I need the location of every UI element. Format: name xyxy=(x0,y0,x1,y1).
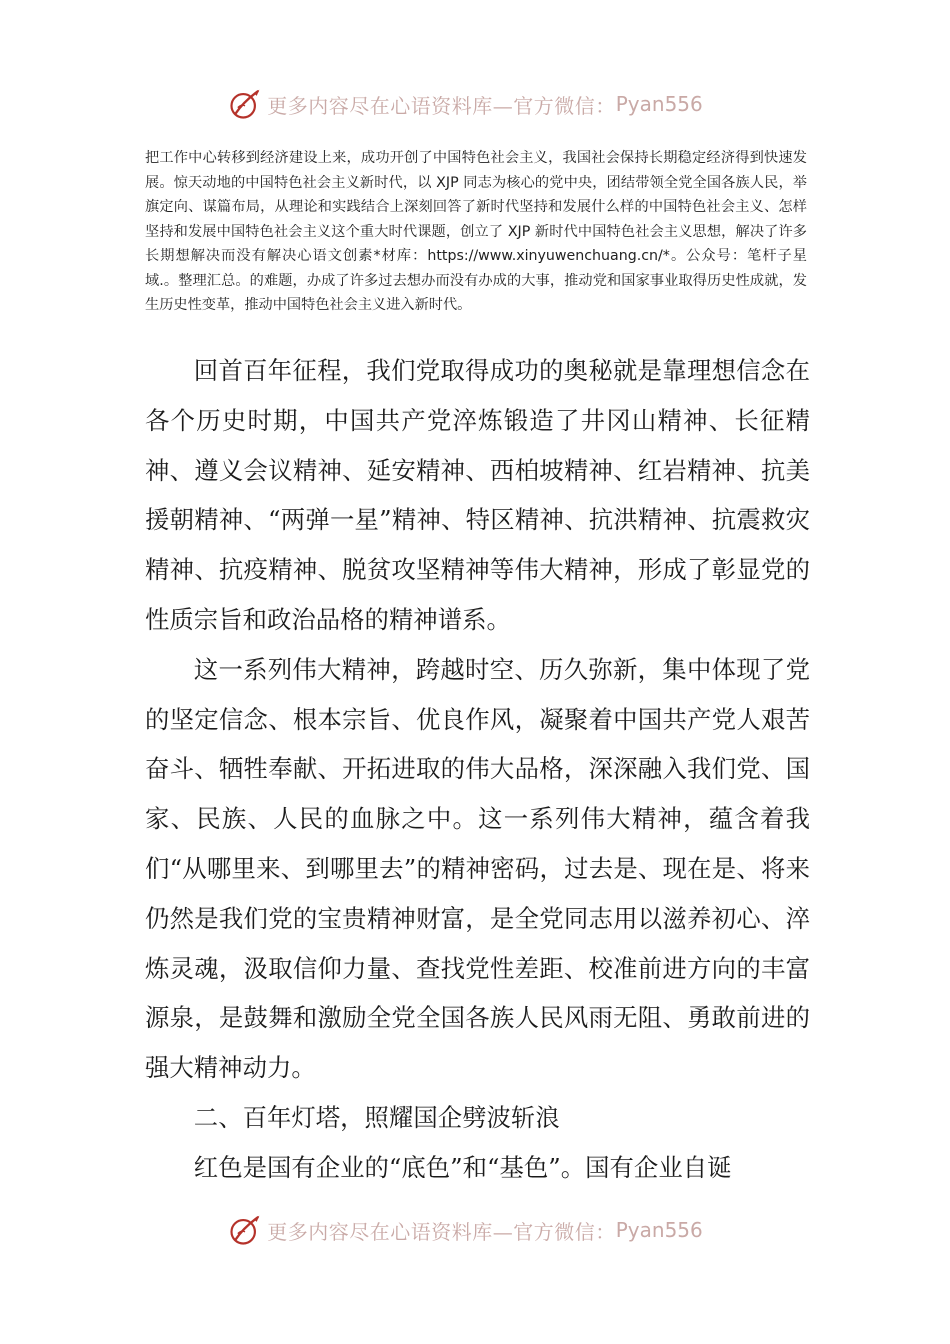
footer-banner-content xyxy=(227,1212,703,1248)
small-print-paragraph: 把工作中心转移到经济建设上来，成功开创了中国特色社会主义，我国社会保持长期稳定经济得到快速发展。惊天动地的中国特色社会主义新时代，以 XJP 同志为核心的党中央，团结带领全党全国各族人民，举旗定向、谋篇布局，从理论和实践结合上深刻回答了新时代坚持和发展什么样的中国特色社会主义、怎样坚持和发展中国特色社会主义这个重大时代课题，创立了 XJP 新时代中国特色社会主义思想，解决了许多长期想解决而没有解决心语文创素*材库：https://www.xinyuwenchuang.cn/*。公众号：笔杆子星域.。整理汇总。的难题，办成了许多过去想办而没有办成的大事，推动党和国家事业取得历史性成就，发生历史性变革，推动中国特色社会主义进入新时代。 xyxy=(145,150,807,313)
footer-banner-wechat-id: Pyan556 xyxy=(615,1218,703,1242)
pen-logo-icon xyxy=(227,1212,263,1248)
body-paragraph-2: 这一系列伟大精神，跨越时空、历久弥新，集中体现了党的坚定信念、根本宗旨、优良作风，凝聚着中国共产党人艰苦奋斗、牺牲奉献、开拓进取的伟大品格，深深融入我们党、国家、民族、人民的血脉之中。这一系列伟大精神，蕴含着我们“从哪里来、到哪里去”的精神密码，过去是、现在是、将来仍然是我们党的宝贵精神财富，是全党同志用以滋养初心、淬炼灵魂，汲取信仰力量、查找党性差距、校准前进方向的丰富源泉，是鼓舞和激励全党全国各族人民风雨无阻、勇敢前进的强大精神动力。 xyxy=(145,654,810,1083)
body-paragraph-3: 红色是国有企业的“底色”和“基色”。国有企业自诞 xyxy=(193,1152,732,1182)
header-banner-content xyxy=(227,86,703,122)
header-banner xyxy=(0,84,950,124)
footer-banner-text: 更多内容尽在心语资料库—官方微信： xyxy=(267,1219,616,1244)
small-print-section xyxy=(145,146,807,318)
main-body xyxy=(145,346,810,1193)
body-paragraph-1: 回首百年征程，我们党取得成功的奥秘就是靠理想信念在各个历史时期，中国共产党淬炼锻造了井冈山精神、长征精神、遵义会议精神、延安精神、西柏坡精神、红岩精神、抗美援朝精神、“两弹一星”精神、特区精神、抗洪精神、抗震救灾精神、抗疫精神、脱贫攻坚精神等伟大精神，形成了彰显党的性质宗旨和政治品格的精神谱系。 xyxy=(145,356,810,634)
section-heading-2: 二、百年灯塔，照耀国企劈波斩浪 xyxy=(193,1102,560,1132)
header-banner-wechat-id: Pyan556 xyxy=(615,92,703,116)
header-banner-text: 更多内容尽在心语资料库—官方微信： xyxy=(267,93,616,118)
footer-banner xyxy=(0,1210,950,1250)
pen-logo-icon xyxy=(227,86,263,122)
